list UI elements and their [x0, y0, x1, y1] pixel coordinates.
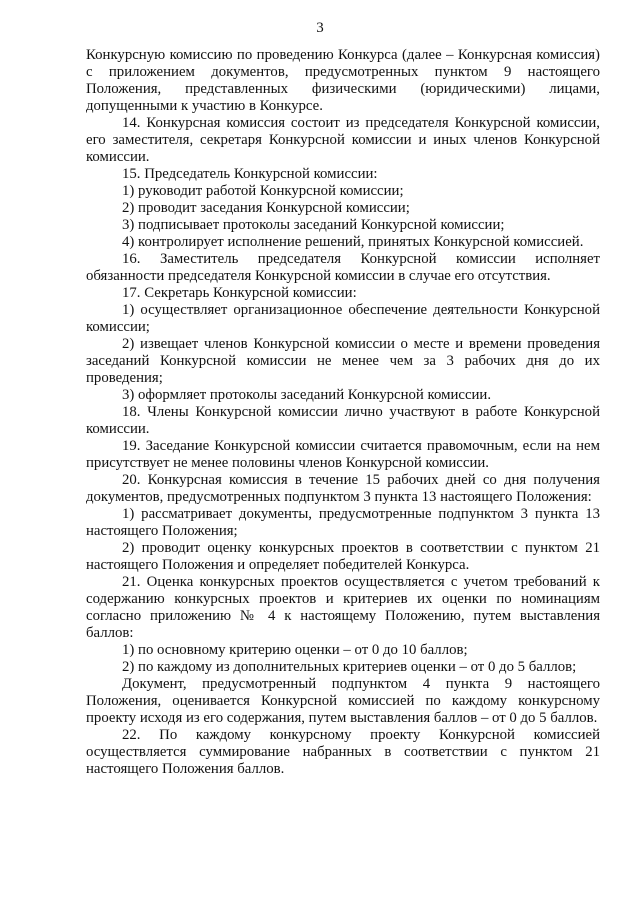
- paragraph-17-item-2: 2) извещает членов Конкурсной комиссии о месте и времени проведения заседаний Конкурсной комиссии не менее чем за 3 рабочих дня до их проведения;: [86, 336, 600, 386]
- paragraph-15-item-3: 3) подписывает протоколы заседаний Конкурсной комиссии;: [122, 217, 505, 233]
- paragraph-17: 17. Секретарь Конкурсной комиссии:: [122, 285, 357, 301]
- paragraph-15-item-4: 4) контролирует исполнение решений, принятых Конкурсной комиссией.: [122, 234, 584, 250]
- paragraph-17-item-3: 3) оформляет протоколы заседаний Конкурсной комиссии.: [122, 387, 492, 403]
- paragraph-17-item-1: 1) осуществляет организационное обеспечение деятельности Конкурсной комиссии;: [86, 302, 600, 335]
- paragraph-20-item-1: 1) рассматривает документы, предусмотренные подпунктом 3 пункта 13 настоящего Положения;: [86, 506, 600, 539]
- paragraph-15-item-1: 1) руководит работой Конкурсной комиссии;: [122, 183, 404, 199]
- paragraph-19: 19. Заседание Конкурсной комиссии считается правомочным, если на нем присутствует не менее половины членов Конкурсной комиссии.: [86, 438, 600, 471]
- paragraph-22: 22. По каждому конкурсному проекту Конкурсной комиссией осуществляется суммирование набранных в соответствии с пунктом 21 настоящего Положения баллов.: [86, 727, 600, 777]
- paragraph-15-item-2: 2) проводит заседания Конкурсной комиссии;: [122, 200, 410, 216]
- paragraph-21-item-1: 1) по основному критерию оценки – от 0 до 10 баллов;: [122, 642, 468, 658]
- paragraph-16: 16. Заместитель председателя Конкурсной комиссии исполняет обязанности председателя Конкурсной комиссии в случае его отсутствия.: [86, 251, 600, 284]
- document-body: [86, 47, 600, 778]
- paragraph-20: 20. Конкурсная комиссия в течение 15 рабочих дней со дня получения документов, предусмотренных подпунктом 3 пункта 13 настоящего Положения:: [86, 472, 600, 505]
- paragraph-20-item-2: 2) проводит оценку конкурсных проектов в соответствии с пунктом 21 настоящего Положения и определяет победителей Конкурса.: [86, 540, 600, 573]
- paragraph-21-document: Документ, предусмотренный подпунктом 4 пункта 9 настоящего Положения, оценивается Конкурсной комиссией по каждому конкурсному проекту исходя из его содержания, путем выставления баллов – от 0 до 5 баллов.: [86, 676, 600, 726]
- paragraph-21: 21. Оценка конкурсных проектов осуществляется с учетом требований к содержанию конкурсных проектов и критериев их оценки по номинациям согласно приложению № 4 к настоящему Положению, путем выставления баллов:: [86, 574, 600, 641]
- paragraph-13-continued: Конкурсную комиссию по проведению Конкурса (далее – Конкурсная комиссия) с приложением документов, предусмотренных пунктом 9 настоящего Положения, представленных физическими (юридическими) лицами, допущенными к участию в Конкурсе.: [86, 47, 600, 114]
- paragraph-21-item-2: 2) по каждому из дополнительных критериев оценки – от 0 до 5 баллов;: [122, 659, 577, 675]
- paragraph-14: 14. Конкурсная комиссия состоит из председателя Конкурсной комиссии, его заместителя, секретаря Конкурсной комиссии и иных членов Конкурсной комиссии.: [86, 115, 600, 165]
- paragraph-15: 15. Председатель Конкурсной комиссии:: [122, 166, 378, 182]
- page-number: 3: [316, 20, 324, 36]
- paragraph-18: 18. Члены Конкурсной комиссии лично участвуют в работе Конкурсной комиссии.: [86, 404, 600, 437]
